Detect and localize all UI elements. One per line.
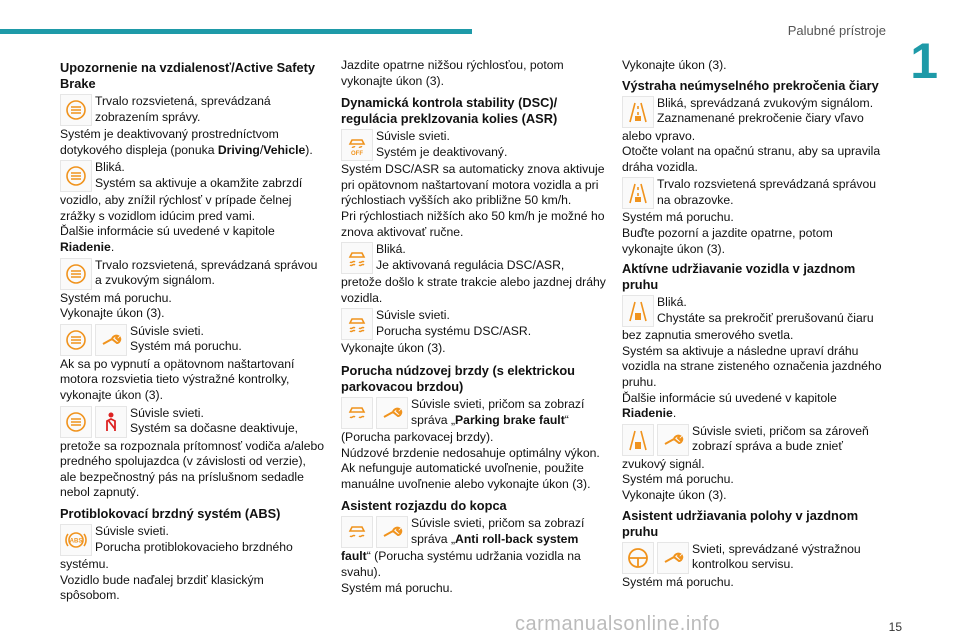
item-text: Buďte pozorní a jazdite opatrne, potom <box>622 225 833 240</box>
item-text: Vykonajte úkon (3). <box>622 58 727 72</box>
chapter-number: 1 <box>910 33 938 89</box>
item-text: dotykového displeja (ponuka Driving/Vehicle). <box>60 142 313 157</box>
column-1 <box>60 58 325 604</box>
warning-item <box>60 524 325 604</box>
warning-item <box>622 295 887 422</box>
lane-departure-icon <box>622 96 654 128</box>
warning-item <box>341 129 606 240</box>
watermark: carmanualsonline.info <box>515 613 721 635</box>
item-text: motora rozsvietia tieto výstražné kontrolky, <box>60 372 290 387</box>
item-text: Zaznamenané prekročenie čiary vľavo <box>657 111 864 126</box>
item-text: Trvalo rozsvietená, sprevádzaná <box>95 94 271 108</box>
item-text: fault“ (Porucha systému udržania vozidla na <box>341 549 581 564</box>
item-text: Riadenie. <box>622 406 677 421</box>
column-2 <box>341 58 606 596</box>
item-text: vykonajte úkon (3). <box>622 241 725 256</box>
item-text: Ak nefunguje automatické uvoľnenie, použite <box>341 461 584 476</box>
item-text: Systém má poruchu. <box>341 580 453 595</box>
warning-item <box>60 160 325 255</box>
item-text: Systém sa aktivuje a následne upraví dráhu <box>622 343 859 358</box>
item-text: Systém je deaktivovaný prostredníctvom <box>60 127 279 141</box>
seatbelt-icon <box>95 406 127 438</box>
item-text: Chystáte sa prekročiť prerušovanú čiaru <box>657 310 874 325</box>
item-text: Riadenie. <box>60 239 115 254</box>
item-text: nebol zapnutý. <box>60 485 140 500</box>
item-text: spôsobom. <box>60 588 120 603</box>
lane-departure-icon <box>622 177 654 209</box>
item-text: pretože sa rozpoznala prítomnosť vodiča a/alebo <box>60 438 325 453</box>
item-text: vozidla na strane zisteného označenia jazdného <box>622 359 882 374</box>
collision-warning-icon <box>60 258 92 290</box>
item-text: Bliká. <box>657 295 687 310</box>
section-title-dsc-asr: Dynamická kontrola stability (DSC)/ regulácia preklzovania kolies (ASR) <box>341 95 558 127</box>
warning-item <box>60 324 325 404</box>
item-text: Vykonajte úkon (3). <box>341 341 446 356</box>
steering-wheel-icon <box>622 542 654 574</box>
item-text: správa „Anti roll-back system <box>411 531 579 546</box>
item-text: (Porucha parkovacej brzdy). <box>341 429 494 444</box>
item-text: Je aktivovaná regulácia DSC/ASR, <box>376 257 565 272</box>
warning-item <box>622 424 887 504</box>
wrench-icon <box>376 516 408 548</box>
item-text: na obrazovke. <box>657 192 734 207</box>
column-3 <box>622 58 887 590</box>
item-text: Vykonajte úkon (3). <box>60 306 165 321</box>
wrench-icon <box>376 397 408 429</box>
section-header-title: Palubné prístroje <box>787 23 886 38</box>
collision-warning-icon <box>60 94 92 126</box>
item-text: Súvisle svieti. <box>130 323 204 338</box>
page-number: 15 <box>888 620 902 634</box>
section-title-abs: Protiblokovací brzdný systém (ABS) <box>60 505 281 521</box>
svg-text:ABS: ABS <box>69 538 83 545</box>
item-text: Pri rýchlostiach nižších ako 50 km/h je možné ho <box>341 208 605 223</box>
abs-icon <box>60 524 92 556</box>
dsc-icon <box>341 516 373 548</box>
item-text: bez zapnutia smerového svetla. <box>622 328 794 343</box>
item-text: systému. <box>60 556 109 571</box>
dsc-icon <box>341 242 373 274</box>
item-text: vykonajte úkon (3). <box>60 387 163 402</box>
section-title-lane-departure: Výstraha neúmyselného prekročenia čiary <box>622 77 879 93</box>
warning-item <box>622 96 887 176</box>
item-text: zrážky s vozidlom idúcim pred vami. <box>60 208 256 223</box>
dsc-icon <box>341 397 373 429</box>
item-text: Bliká. <box>376 242 406 257</box>
item-text: dráha vozidla. <box>622 159 698 174</box>
item-text: Bliká. <box>95 160 125 175</box>
warning-item <box>341 397 606 492</box>
item-text: Ak sa po vypnutí a opätovnom naštartovaní <box>60 356 295 371</box>
item-text: svahu). <box>341 564 381 579</box>
item-text: zobrazí správa a bude znieť <box>692 439 843 454</box>
svg-text:OFF: OFF <box>351 151 363 158</box>
collision-warning-icon <box>60 406 92 438</box>
section-title-active-safety-brake: Upozornenie na vzdialenosť/Active Safety Brake <box>60 60 316 91</box>
item-text: a zvukovým signálom. <box>95 273 215 288</box>
item-text: Systém DSC/ASR sa automaticky znova aktivuje <box>341 162 605 177</box>
item-text: alebo vpravo. <box>622 128 696 143</box>
item-text: manuálne uvoľnenie alebo vykonajte úkon (3). <box>341 476 591 491</box>
item-text: Systém má poruchu. <box>622 472 734 487</box>
section-title-lane-positioning: Asistent udržiavania polohy v jazdnom pruhu <box>622 507 859 539</box>
item-text: pretože došlo k strate trakcie alebo jazdnej dráhy <box>341 275 606 290</box>
item-text: Súvisle svieti. <box>95 523 169 538</box>
warning-item <box>60 258 325 322</box>
item-text: Núdzové brzdenie nedosahuje optimálny výkon. <box>341 445 600 460</box>
item-text: Porucha protiblokovacieho brzdného <box>95 539 293 554</box>
item-text: pri opätovnom naštartovaní motora vozidla a pri <box>341 177 599 192</box>
warning-item <box>341 516 606 596</box>
item-text: Svieti, sprevádzané výstražnou <box>692 541 861 556</box>
item-text: vozidlo, aby znížil rýchlosť v prípade čelnej <box>60 193 292 208</box>
item-text: Súvisle svieti. <box>376 129 450 144</box>
item-text: predného spolujazdca (v závislosti od verzie), <box>60 454 306 469</box>
item-text: Systém má poruchu. <box>622 574 734 589</box>
lane-keeping-icon <box>622 295 654 327</box>
item-text: vozidla. <box>341 290 383 305</box>
item-text: Súvisle svieti. <box>376 308 450 323</box>
item-text: Ďalšie informácie sú uvedené v kapitole <box>622 390 837 405</box>
lane-keeping-icon <box>622 424 654 456</box>
item-text: Systém má poruchu. <box>60 290 172 305</box>
item-text: Súvisle svieti. <box>130 405 204 420</box>
warning-item <box>341 308 606 357</box>
item-text: ale bezpečnostný pás na príslušnom sedadle <box>60 469 304 484</box>
warning-item <box>622 542 887 591</box>
item-text: vykonajte úkon (3). <box>341 73 444 88</box>
item-text: Súvisle svieti, pričom sa zároveň <box>692 423 869 438</box>
item-text: rýchlostiach vyšších ako približne 50 km/h. <box>341 193 572 208</box>
item-text: zobrazením správy. <box>95 109 201 124</box>
warning-item <box>60 406 325 501</box>
item-text: Trvalo rozsvietená, sprevádzaná správou <box>95 257 318 272</box>
item-text: Trvalo rozsvietená sprevádzaná správou <box>657 177 877 192</box>
section-title-emergency-brake: Porucha núdzovej brzdy (s elektrickou parkovacou brzdou) <box>341 362 575 394</box>
item-text: kontrolkou servisu. <box>692 557 794 572</box>
item-text: Porucha systému DSC/ASR. <box>376 323 532 338</box>
item-text: Vozidlo bude naďalej brzdiť klasickým <box>60 572 264 587</box>
item-text: Vykonajte úkon (3). <box>622 487 727 502</box>
item-text: Systém je deaktivovaný. <box>376 144 508 159</box>
header-accent-bar <box>0 29 472 34</box>
item-text: Systém sa dočasne deaktivuje, <box>130 421 299 436</box>
warning-item <box>341 242 606 306</box>
item-text: zvukový signál. <box>622 456 705 471</box>
section-title-hill-start: Asistent rozjazdu do kopca <box>341 498 507 514</box>
item-text: Súvisle svieti, pričom sa zobrazí <box>411 516 585 531</box>
wrench-icon <box>657 424 689 456</box>
warning-item <box>60 94 325 158</box>
item-text: Otočte volant na opačnú stranu, aby sa upravila <box>622 144 881 159</box>
wrench-icon <box>95 324 127 356</box>
item-text: Bliká, sprevádzaná zvukovým signálom. <box>657 95 874 110</box>
dsc-off-icon <box>341 129 373 161</box>
warning-item <box>622 177 887 257</box>
item-text: Systém má poruchu. <box>130 339 242 354</box>
collision-warning-icon <box>60 324 92 356</box>
section-title-lane-keeping: Aktívne udržiavanie vozidla v jazdnom pruhu <box>622 261 856 293</box>
collision-warning-icon <box>60 160 92 192</box>
item-text: Súvisle svieti, pričom sa zobrazí <box>411 396 585 411</box>
item-text: Systém sa aktivuje a okamžite zabrzdí <box>95 175 303 190</box>
item-text: Systém má poruchu. <box>622 210 734 225</box>
item-text: pruhu. <box>622 374 657 389</box>
item-text: Jazdite opatrne nižšou rýchlosťou, potom <box>341 58 564 72</box>
item-text: správa „Parking brake fault“ <box>411 412 569 427</box>
item-text: znova aktivovať ručne. <box>341 224 464 239</box>
wrench-icon <box>657 542 689 574</box>
dsc-icon <box>341 308 373 340</box>
item-text: Ďalšie informácie sú uvedené v kapitole <box>60 224 275 239</box>
